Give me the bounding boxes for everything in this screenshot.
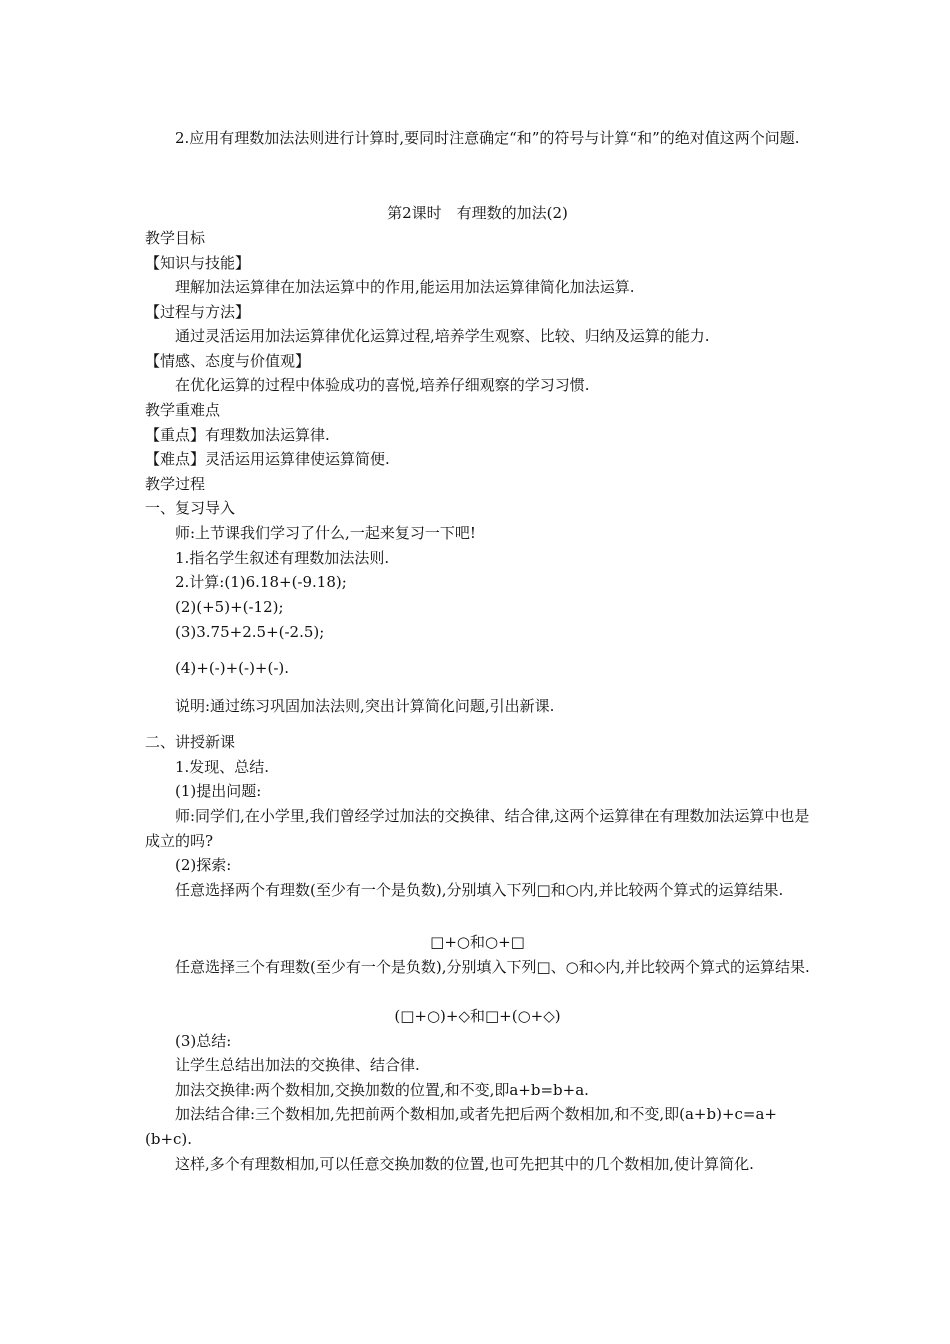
lesson-title: 第2课时 有理数的加法(2) [387, 204, 568, 222]
review-item-2-sub-3: (3)3.75+2.5+(-2.5); [175, 623, 325, 641]
summary-text: 让学生总结出加法的交换律、结合律. [175, 1056, 420, 1074]
summary-label: (3)总结: [175, 1032, 232, 1050]
review-intro-title: 一、复习导入 [145, 499, 236, 517]
key-point: 【重点】有理数加法运算律. [145, 426, 330, 444]
attitude-values-text: 在优化运算的过程中体验成功的喜悦,培养仔细观察的学习习惯. [175, 376, 590, 394]
formula-associative-shapes: (□+○)+◇和□+(○+◇) [394, 1007, 561, 1025]
difficult-point: 【难点】灵活运用运算律使运算简便. [145, 450, 390, 468]
attitude-values-label: 【情感、态度与价值观】 [145, 352, 311, 370]
key-difficult-heading: 教学重难点 [145, 401, 221, 419]
discover-summary-step: 1.发现、总结. [175, 758, 270, 776]
commutative-law: 加法交换律:两个数相加,交换加数的位置,和不变,即a+b=b+a. [175, 1081, 589, 1099]
process-methods-label: 【过程与方法】 [145, 303, 251, 321]
explore-label: (2)探索: [175, 856, 232, 874]
teacher-review-line: 师:上节课我们学习了什么,一起来复习一下吧! [175, 524, 476, 542]
formula-commutative-shapes: □+○和○+□ [430, 933, 525, 951]
conclusion-text: 这样,多个有理数相加,可以任意交换加数的位置,也可先把其中的几个数相加,使计算简化. [175, 1155, 754, 1173]
teaching-goals-heading: 教学目标 [145, 229, 206, 247]
process-methods-text: 通过灵活运用加法运算律优化运算过程,培养学生观察、比较、归纳及运算的能力. [175, 327, 710, 345]
review-item-2: 2.计算:(1)6.18+(-9.18); [175, 573, 347, 591]
raise-question-label: (1)提出问题: [175, 782, 262, 800]
knowledge-skills-text: 理解加法运算律在加法运算中的作用,能运用加法运算律简化加法运算. [175, 278, 635, 296]
review-explanation: 说明:通过练习巩固加法法则,突出计算简化问题,引出新课. [175, 697, 555, 715]
explore-text-two-numbers: 任意选择两个有理数(至少有一个是负数),分别填入下列□和○内,并比较两个算式的运算结果. [175, 881, 784, 899]
associative-law: 加法结合律:三个数相加,先把前两个数相加,或者先把后两个数相加,和不变,即(a+b)+c=a+(b+c). [145, 1105, 777, 1148]
teaching-process-heading: 教学过程 [145, 475, 206, 493]
raise-question-text: 师:同学们,在小学里,我们曾经学过加法的交换律、结合律,这两个运算律在有理数加法运算中也是成立的吗? [145, 807, 810, 850]
review-item-1: 1.指名学生叙述有理数加法法则. [175, 549, 390, 567]
knowledge-skills-label: 【知识与技能】 [145, 254, 251, 272]
review-item-2-sub-4: (4)+(-)+(-)+(-). [175, 659, 290, 677]
intro-note-2: 2.应用有理数加法法则进行计算时,要同时注意确定“和”的符号与计算“和”的绝对值这两个问题. [175, 129, 800, 147]
new-lesson-title: 二、讲授新课 [145, 733, 236, 751]
explore-text-three-numbers: 任意选择三个有理数(至少有一个是负数),分别填入下列□、○和◇内,并比较两个算式的运算结果. [175, 958, 810, 976]
review-item-2-sub-2: (2)(+5)+(-12); [175, 598, 284, 616]
